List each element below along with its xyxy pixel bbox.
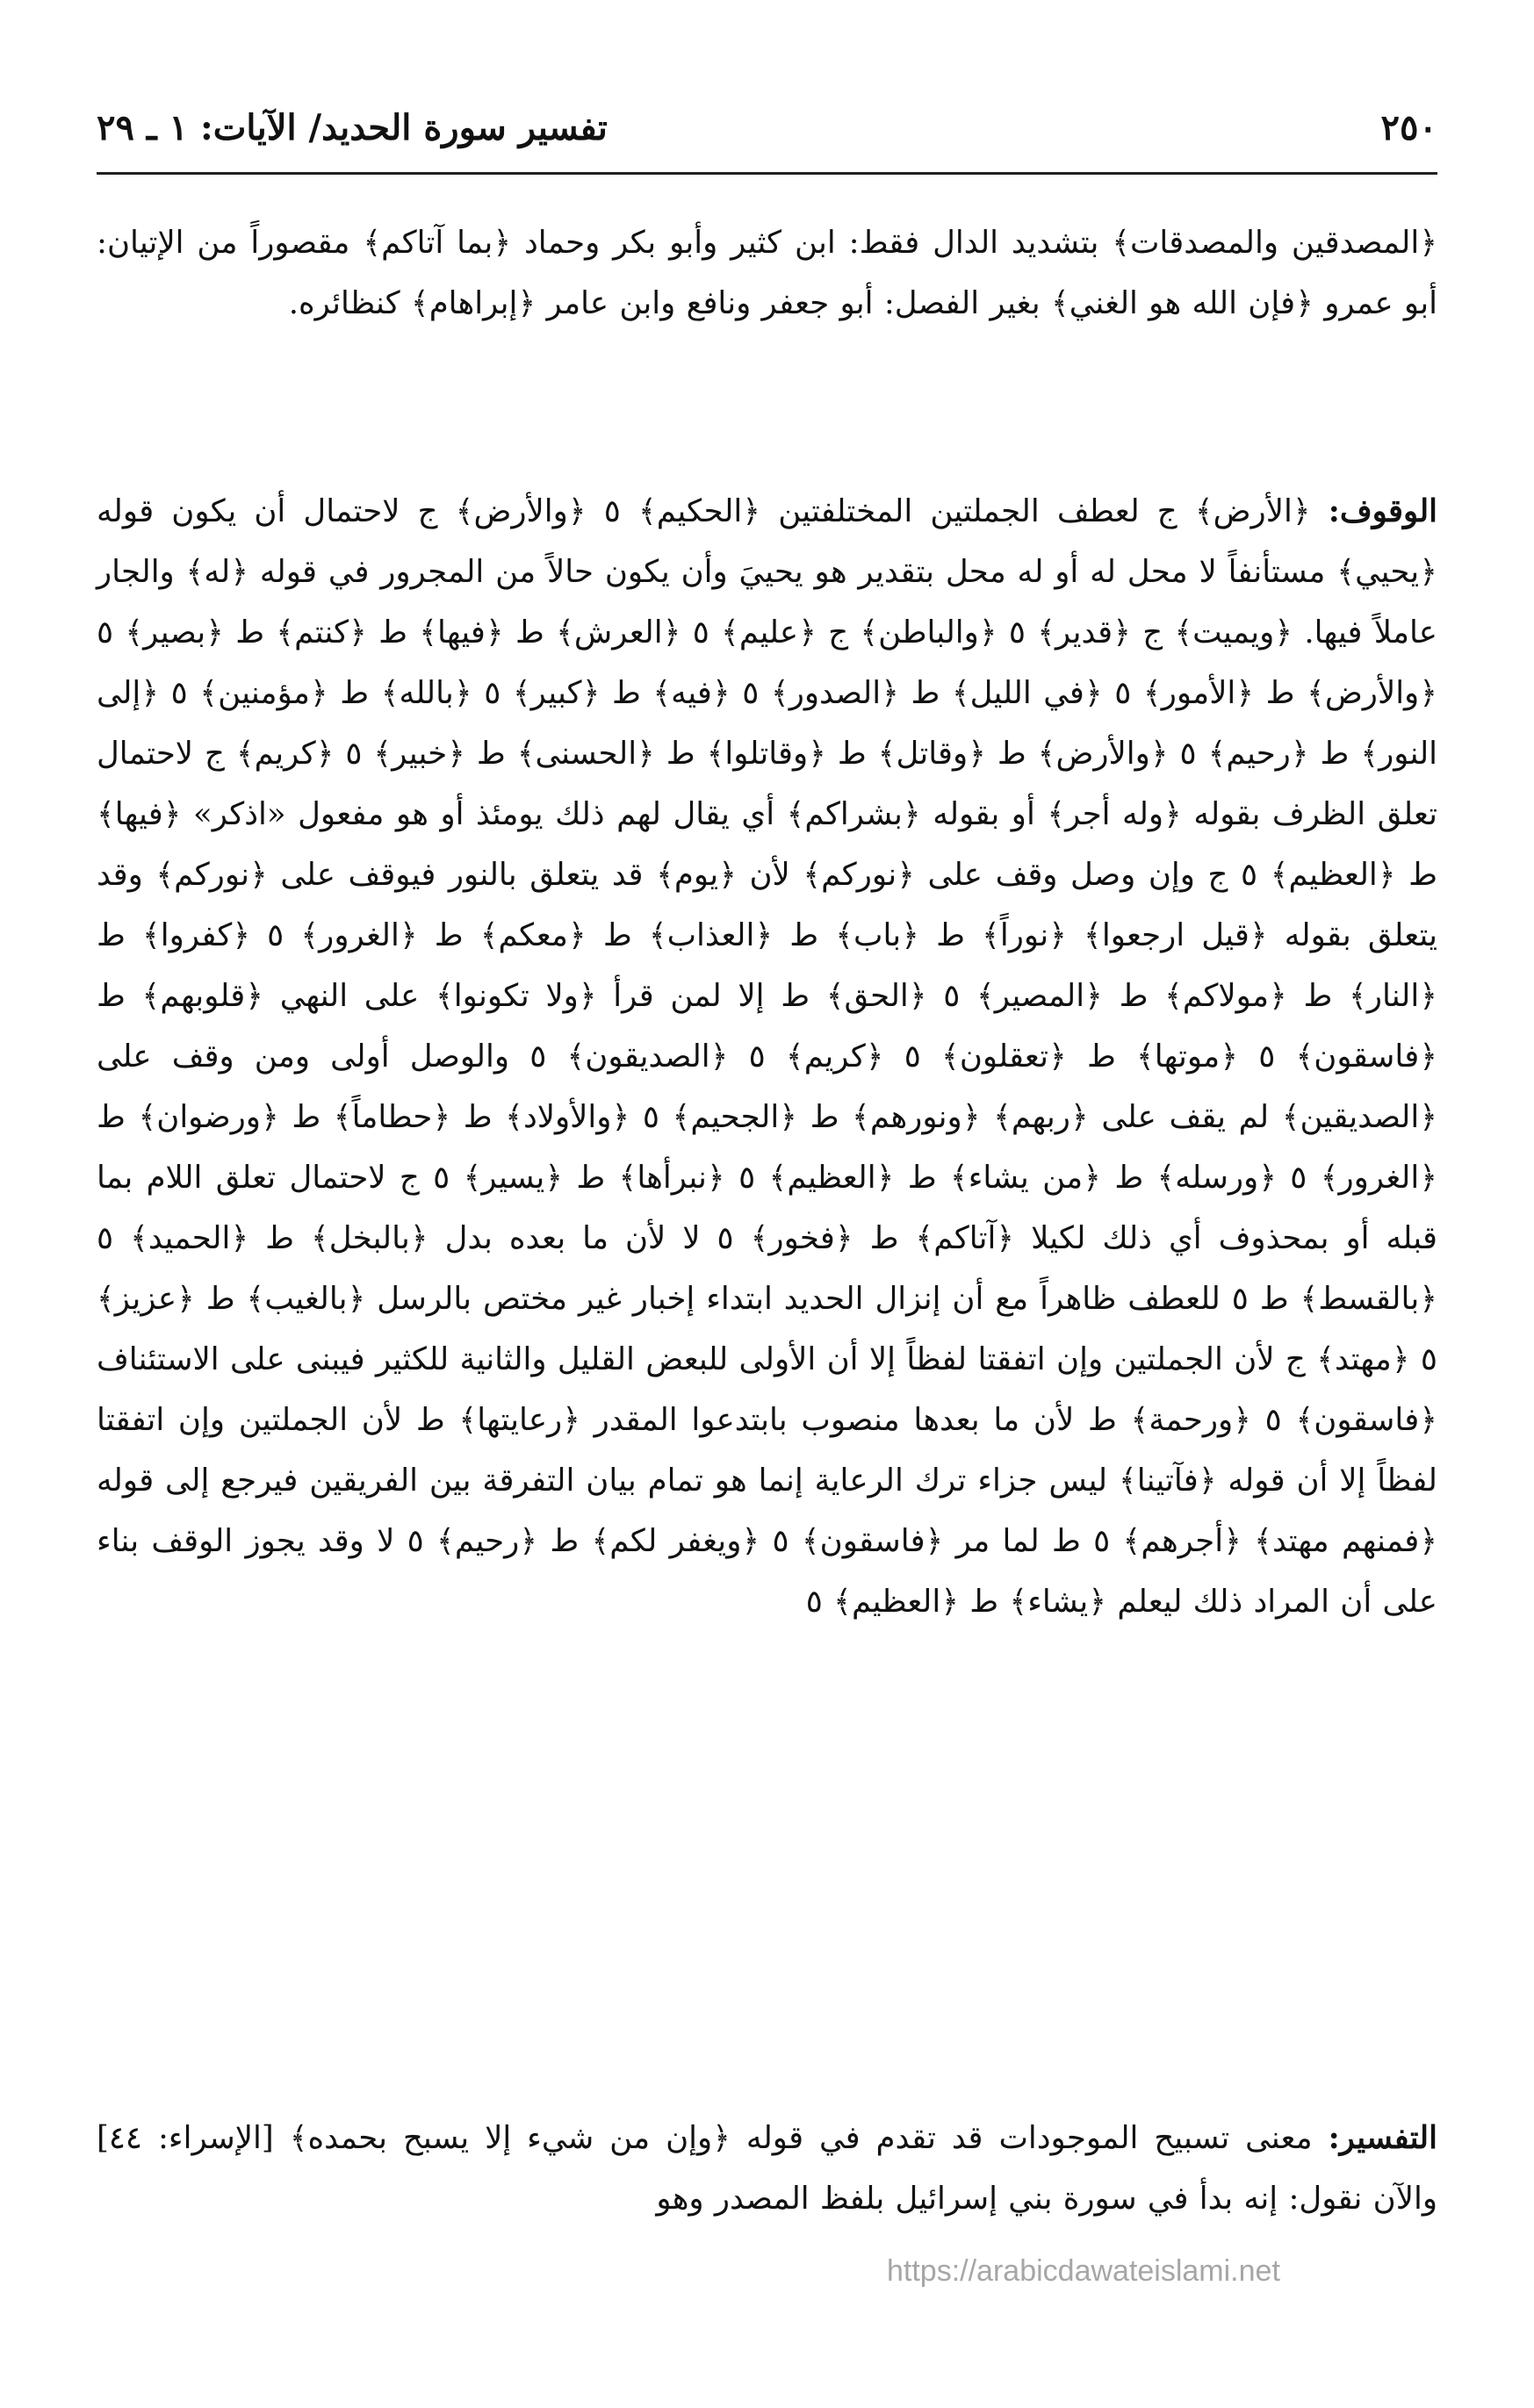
waqf-label: الوقوف:: [1328, 493, 1437, 529]
tafsir-text: معنى تسبيح الموجودات قد تقدم في قوله ﴿وإن من شيء إلا يسبح بحمده﴾ [الإسراء: ٤٤] والآن نقول: إنه بدأ في سورة بني إسرائيل بلفظ المصدر وهو: [97, 2120, 1437, 2217]
waqf-paragraph: [97, 481, 1437, 1632]
page-header: [97, 104, 1437, 167]
header-divider: [97, 172, 1437, 175]
running-title: تفسير سورة الحديد/ الآيات: ١ ـ ٢٩: [97, 107, 608, 148]
tafsir-paragraph: [97, 2108, 1437, 2229]
watermark-url: https://arabicdawateislami.net: [887, 2254, 1280, 2288]
qiraat-text: ﴿المصدقين والمصدقات﴾ بتشديد الدال فقط: ابن كثير وأبو بكر وحماد ﴿بما آتاكم﴾ مقصوراً من الإتيان: أبو عمرو ﴿فإن الله هو الغني﴾ بغير الفصل: أبو جعفر ونافع وابن عامر ﴿إبراهام﴾ كنظائره.: [97, 225, 1437, 321]
waqf-content: [97, 481, 1437, 1632]
tafsir-label: التفسير:: [1328, 2120, 1437, 2156]
qiraat-paragraph: [97, 212, 1437, 334]
tafsir-content: [97, 2108, 1437, 2229]
page-number: ٢٥٠: [1380, 107, 1437, 148]
waqf-text: ﴿الأرض﴾ ج لعطف الجملتين المختلفتين ﴿الحكيم﴾ ٥ ﴿والأرض﴾ ج لاحتمال أن يكون قوله ﴿يحيي﴾ مستأنفاً لا محل له أو له محل بتقدير هو يحييَ وأن يكون حالاً من المجرور في قوله ﴿له﴾ والجار عاملاً فيها. ﴿ويميت﴾ ج ﴿قدير﴾ ٥ ﴿والباطن﴾ ج ﴿عليم﴾ ٥ ﴿العرش﴾ ط ﴿فيها﴾ ط ﴿كنتم﴾ ط ﴿بصير﴾ ٥ ﴿والأرض﴾ ط ﴿الأمور﴾ ٥ ﴿في الليل﴾ ط ﴿الصدور﴾ ٥ ﴿فيه﴾ ط ﴿كبير﴾ ٥ ﴿بالله﴾ ط ﴿مؤمنين﴾ ٥ ﴿إلى النور﴾ ط ﴿رحيم﴾ ٥ ﴿والأرض﴾ ط ﴿وقاتل﴾ ط ﴿وقاتلوا﴾ ط ﴿الحسنى﴾ ط ﴿خبير﴾ ٥ ﴿كريم﴾ ج لاحتمال تعلق الظرف بقوله ﴿وله أجر﴾ أو بقوله ﴿بشراكم﴾ أي يقال لهم ذلك يومئذ أو هو مفعول «اذكر» ﴿فيها﴾ ط ﴿العظيم﴾ ٥ ج وإن وصل وقف على ﴿نوركم﴾ لأن ﴿يوم﴾ قد يتعلق بالنور فيوقف على ﴿نوركم﴾ وقد يتعلق بقوله ﴿قيل ارجعوا﴾ ﴿نوراً﴾ ط ﴿باب﴾ ط ﴿العذاب﴾ ط ﴿معكم﴾ ط ﴿الغرور﴾ ٥ ﴿كفروا﴾ ط ﴿النار﴾ ط ﴿مولاكم﴾ ط ﴿المصير﴾ ٥ ﴿الحق﴾ ط إلا لمن قرأ ﴿ولا تكونوا﴾ على النهي ﴿قلوبهم﴾ ط ﴿فاسقون﴾ ٥ ﴿موتها﴾ ط ﴿تعقلون﴾ ٥ ﴿كريم﴾ ٥ ﴿الصديقون﴾ ٥ والوصل أولى ومن وقف على ﴿الصديقين﴾ لم يقف على ﴿ربهم﴾ ﴿ونورهم﴾ ط ﴿الجحيم﴾ ٥ ﴿والأولاد﴾ ط ﴿حطاماً﴾ ط ﴿ورضوان﴾ ط ﴿الغرور﴾ ٥ ﴿ورسله﴾ ط ﴿من يشاء﴾ ط ﴿العظيم﴾ ٥ ﴿نبرأها﴾ ط ﴿يسير﴾ ٥ ج لاحتمال تعلق اللام بما قبله أو بمحذوف أي ذلك لكيلا ﴿آتاكم﴾ ط ﴿فخور﴾ ٥ لا لأن ما بعده بدل ﴿بالبخل﴾ ط ﴿الحميد﴾ ٥ ﴿بالقسط﴾ ط ٥ للعطف ظاهراً مع أن إنزال الحديد ابتداء إخبار غير مختص بالرسل ﴿بالغيب﴾ ط ﴿عزيز﴾ ٥ ﴿مهتد﴾ ج لأن الجملتين وإن اتفقتا لفظاً إلا أن الأولى للبعض القليل والثانية للكثير فيبنى على الاستئناف ﴿فاسقون﴾ ٥ ﴿ورحمة﴾ ط لأن ما بعدها منصوب بابتدعوا المقدر ﴿رعايتها﴾ ط لأن الجملتين وإن اتفقتا لفظاً إلا أن قوله ﴿فآتينا﴾ ليس جزاء ترك الرعاية إنما هو تمام بيان التفرقة بين الفريقين فيرجع إلى قوله ﴿فمنهم مهتد﴾ ﴿أجرهم﴾ ٥ ط لما مر ﴿فاسقون﴾ ٥ ﴿ويغفر لكم﴾ ط ﴿رحيم﴾ ٥ لا وقد يجوز الوقف بناء على أن المراد ذلك ليعلم ﴿يشاء﴾ ط ﴿العظيم﴾ ٥: [97, 493, 1438, 1620]
